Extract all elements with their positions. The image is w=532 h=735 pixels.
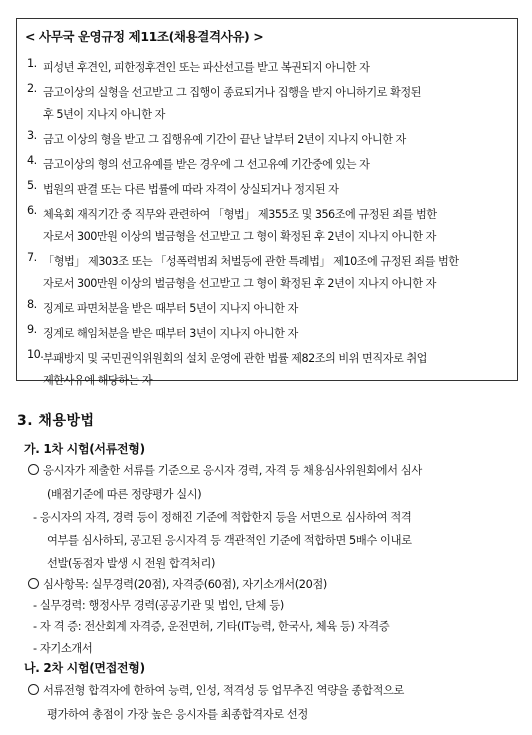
item-text: 징계로 해임처분을 받은 때부터 3년이 지나지 아니한 자 [43,327,298,340]
item-text: 체육회 재직기간 중 직무와 관련하여 「형법」 제355조 및 356조에 규정된 죄를 범한 자로서 300만원 이상의 벌금형을 선고받고 그 형이 확정된 후 2년이 지나지 아니한 자 [43,208,437,243]
item-text: 금고이상의 실형을 선고받고 그 집행이 종료되거나 집행을 받지 아니하기로 확정된 후 5년이 지나지 아니한 자 [43,86,421,121]
item-text: 「형법」 제303조 또는 「성폭력범죄 처벌등에 관한 특례법」 제10조에 규정된 죄를 범한 자로서 300만원 이상의 벌금형을 선고받고 그 형이 확정된 후 2년이 지나지 아니한 자 [43,255,459,290]
circle-bullet-icon [28,578,39,589]
round1-line: 심사항목: 실무경력(20점), 자격증(60점), 자기소개서(20점) [28,576,327,592]
item-number: 7. [27,251,37,264]
regulation-item [27,129,519,151]
round1-line: - 자기소개서 [33,642,93,655]
item-number: 4. [27,154,37,167]
regulation-item [27,179,519,201]
item-number: 6. [27,204,37,217]
circle-bullet-icon [28,464,39,475]
round1-line: - 자 격 증: 전산회계 자격증, 운전면허, 기타(IT능력, 한국사, 체육 등) 자격증 [33,620,390,633]
round1-line: 선발(동점자 발생 시 전원 합격처리) [47,557,215,570]
section-title: 3. 채용방법 [17,413,95,429]
regulation-item [27,57,519,79]
regulation-item [27,348,519,392]
regulation-list [27,57,519,392]
item-text: 금고 이상의 형을 받고 그 집행유예 기간이 끝난 날부터 2년이 지나지 아니한 자 [43,133,406,146]
round2-line: 평가하여 총점이 가장 높은 응시자를 최종합격자로 선정 [47,708,308,721]
item-number: 3. [27,129,37,142]
round1-line: - 실무경력: 행정사무 경력(공공기관 및 법인, 단체 등) [33,599,284,612]
item-number: 1. [27,57,37,70]
round2-line: 서류전형 합격자에 한하여 능력, 인성, 적격성 등 업무추진 역량을 종합적으로 [28,682,404,698]
item-text: 법원의 판결 또는 다른 법률에 따라 자격이 상실되거나 정지된 자 [43,183,339,196]
regulation-item [27,154,519,176]
item-number: 10. [27,348,44,361]
regulation-item [27,82,519,126]
item-number: 5. [27,179,37,192]
item-number: 2. [27,82,37,95]
regulation-item [27,323,519,345]
round1-line: 여부를 심사하되, 공고된 응시자격 등 객관적인 기준에 적합하면 5배수 이내로 [47,534,412,547]
regulation-item [27,204,519,248]
regulation-item [27,251,519,295]
round1-line: - 응시자의 자격, 경력 등이 정해진 기준에 적합한지 등을 서면으로 심사하여 적격 [33,511,412,524]
item-text: 징계로 파면처분을 받은 때부터 5년이 지나지 아니한 자 [43,302,298,315]
item-number: 8. [27,298,37,311]
disqualification-box [16,18,518,387]
round1-line: 응시자가 제출한 서류를 기준으로 응시자 경력, 자격 등 채용심사위원회에서 심사 [28,462,422,478]
item-text: 부패방지 및 국민권익위원회의 설치 운영에 관한 법률 제82조의 비위 면직자로 취업 제한사유에 해당하는 자 [43,352,427,387]
round1-title: 가. 1차 시험(서류전형) [24,442,145,456]
item-text: 금고이상의 형의 선고유예를 받은 경우에 그 선고유예 기간중에 있는 자 [43,158,370,171]
round1-line: (배점기준에 따른 정량평가 실시) [47,488,202,501]
circle-bullet-icon [28,684,39,695]
regulation-item [27,298,519,320]
box-title: < 사무국 운영규정 제11조(채용결격사유) > [25,29,264,44]
item-text: 피성년 후견인, 피한정후견인 또는 파산선고를 받고 복권되지 아니한 자 [43,61,370,74]
round2-title: 나. 2차 시험(면접전형) [24,661,145,675]
item-number: 9. [27,323,37,336]
